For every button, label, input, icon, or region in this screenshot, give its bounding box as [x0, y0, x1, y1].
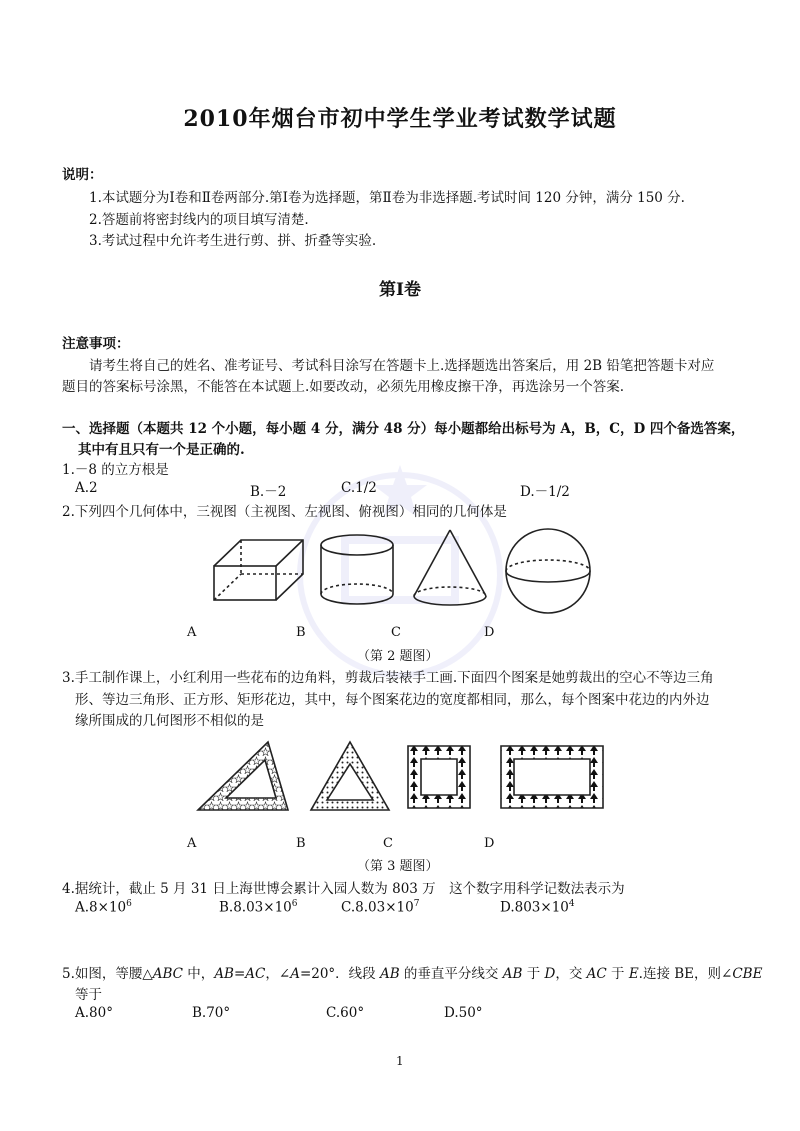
- q2-label-a: A: [187, 625, 197, 640]
- equilateral-triangle-frame: [311, 742, 389, 810]
- q3-label-c: C: [383, 836, 393, 851]
- q5-option-d: D.50°: [444, 1005, 483, 1021]
- page-title: 2010年烟台市初中学生学业考试数学试题: [183, 106, 617, 132]
- q4-option-a: $A.8\times 10^6$: [75, 899, 132, 916]
- q5-option-a: A.80°: [75, 1005, 113, 1021]
- question-4-stem: 4.据统计，截止 5 月 31 日上海世博会累计入园人数为 803 万 这个数字用科学记数法表示为: [62, 881, 625, 897]
- rectangle-frame: [501, 746, 603, 808]
- notes-heading: 注意事项：: [62, 336, 130, 352]
- q1-option-a: A.2: [75, 480, 98, 496]
- scalene-triangle-frame: [198, 742, 288, 810]
- q1-option-b: B.－2: [250, 484, 287, 500]
- q2-label-b: B: [296, 625, 306, 640]
- q5-option-b: B.70°: [192, 1005, 231, 1021]
- q1-option-d: D.－1/2: [520, 484, 570, 500]
- question-5-stem: 5.如图，等腰△ABC 中，AB=AC，∠A=20°．线段 AB 的垂直平分线交 AB 于 D，交 AC 于 E.连接 BE，则∠CBE: [62, 966, 763, 982]
- instruction-item: 2.答题前将密封线内的项目填写清楚.: [89, 212, 309, 228]
- q1-option-c: C.1/2: [341, 480, 377, 496]
- q2-label-c: C: [391, 625, 401, 640]
- question-2-stem: 2.下列四个几何体中，三视图（主视图、左视图、俯视图）相同的几何体是: [62, 504, 507, 520]
- question-3-stem-cont: 形、等边三角形、正方形、矩形花边，其中，每个图案花边的宽度都相同，那么，每个图案中花边的内外边: [75, 692, 710, 708]
- q4-option-d: $D.803\times 10^4$: [500, 899, 575, 916]
- question-3-stem: 3.手工制作课上，小红利用一些花布的边角料，剪裁后装裱手工画.下面四个图案是她剪裁出的空心不等边三角: [62, 670, 714, 686]
- notes-line: 请考生将自己的姓名、准考证号、考试科目涂写在答题卡上.选择题选出答案后，用 2B 铅笔把答题卡对应: [89, 358, 715, 374]
- q3-label-a: A: [187, 836, 197, 851]
- q2-label-d: D: [484, 625, 495, 640]
- question-1-stem: 1.－8 的立方根是: [62, 462, 169, 478]
- part1-heading: 一、选择题（本题共 12 个小题，每小题 4 分，满分 48 分）每小题都给出标号为 A，B，C，D 四个备选答案，: [62, 421, 745, 437]
- square-frame: [408, 746, 470, 808]
- q4-option-b: $B.8.03\times 10^6$: [219, 899, 298, 916]
- instruction-item: 1.本试题分为Ⅰ卷和Ⅱ卷两部分.第Ⅰ卷为选择题，第Ⅱ卷为非选择题.考试时间 120 分钟，满分 150 分.: [89, 190, 685, 206]
- q3-caption: （第 3 题图）: [357, 859, 439, 874]
- q2-caption: （第 2 题图）: [357, 649, 439, 664]
- q4-option-c: $C.8.03\times 10^7$: [341, 899, 420, 916]
- q5-option-c: C.60°: [326, 1005, 365, 1021]
- q3-label-b: B: [296, 836, 306, 851]
- instructions-heading: 说明：: [62, 167, 103, 183]
- q3-label-d: D: [484, 836, 495, 851]
- question-5-stem-cont: 等于: [75, 987, 102, 1003]
- instruction-item: 3.考试过程中允许考生进行剪、拼、折叠等实验.: [89, 233, 377, 249]
- notes-line: 题目的答案标号涂黑，不能答在本试题上.如要改动，必须先用橡皮擦干净，再选涂另一个答案.: [62, 379, 625, 395]
- part1-heading-cont: 其中有且只有一个是正确的.: [78, 442, 245, 458]
- page-number: 1: [396, 1054, 404, 1068]
- section-title: 第Ⅰ卷: [379, 280, 421, 300]
- question-3-stem-cont: 缘所围成的几何图形不相似的是: [75, 713, 264, 729]
